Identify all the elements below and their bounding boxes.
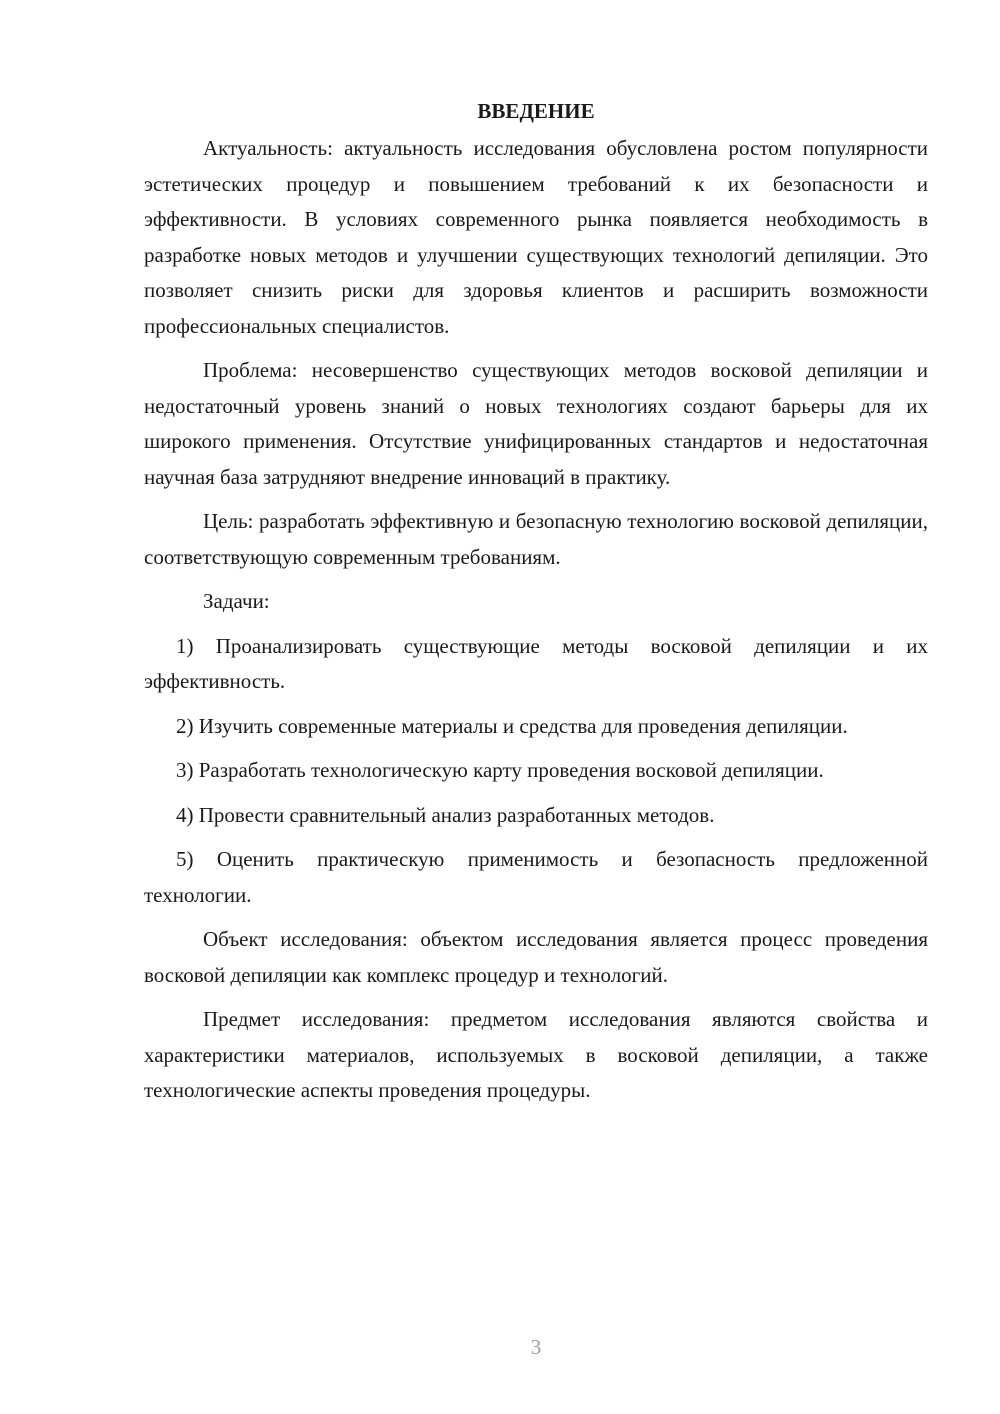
relevance-paragraph: Актуальность: актуальность исследования обусловлена ростом популярности эстетических процедур и повышением требований к их безопасности и эффективности. В условиях современного рынка появляется необходимость в разработке новых методов и улучшении существующих технологий депиляции. Это позволяет снизить риски для здоровья клиентов и расширить возможности профессиональных специалистов. — [144, 136, 928, 338]
problem-paragraph: Проблема: несовершенство существующих методов восковой депиляции и недостаточный уровень знаний о новых технологиях создают барьеры для их широкого применения. Отсутствие унифицированных стандартов и недостаточная научная база затрудняют внедрение инноваций в практику. — [144, 358, 928, 489]
task-item: 1) Проанализировать существующие методы восковой депиляции и их эффективность. — [144, 633, 928, 693]
subject-paragraph: Предмет исследования: предметом исследования являются свойства и характеристики материалов, используемых в восковой депиляции, а также технологические аспекты проведения процедуры. — [144, 1007, 928, 1102]
goal-paragraph: Цель: разработать эффективную и безопасную технологию восковой депиляции, соответствующую современным требованиям. — [144, 509, 928, 569]
object-paragraph: Объект исследования: объектом исследования является процесс проведения восковой депиляции как комплекс процедур и технологий. — [144, 927, 928, 987]
section-title: ВВЕДЕНИЕ — [477, 99, 595, 123]
page-number: 3 — [530, 1335, 542, 1359]
page-content — [144, 95, 928, 1118]
task-item: 5) Оценить практическую применимость и безопасность предложенной технологии. — [144, 847, 928, 907]
task-item: 4) Провести сравнительный анализ разработанных методов. — [176, 802, 715, 827]
task-item: 2) Изучить современные материалы и средства для проведения депиляции. — [176, 713, 848, 738]
tasks-heading: Задачи: — [203, 589, 270, 613]
task-item: 3) Разработать технологическую карту проведения восковой депиляции. — [176, 758, 824, 782]
